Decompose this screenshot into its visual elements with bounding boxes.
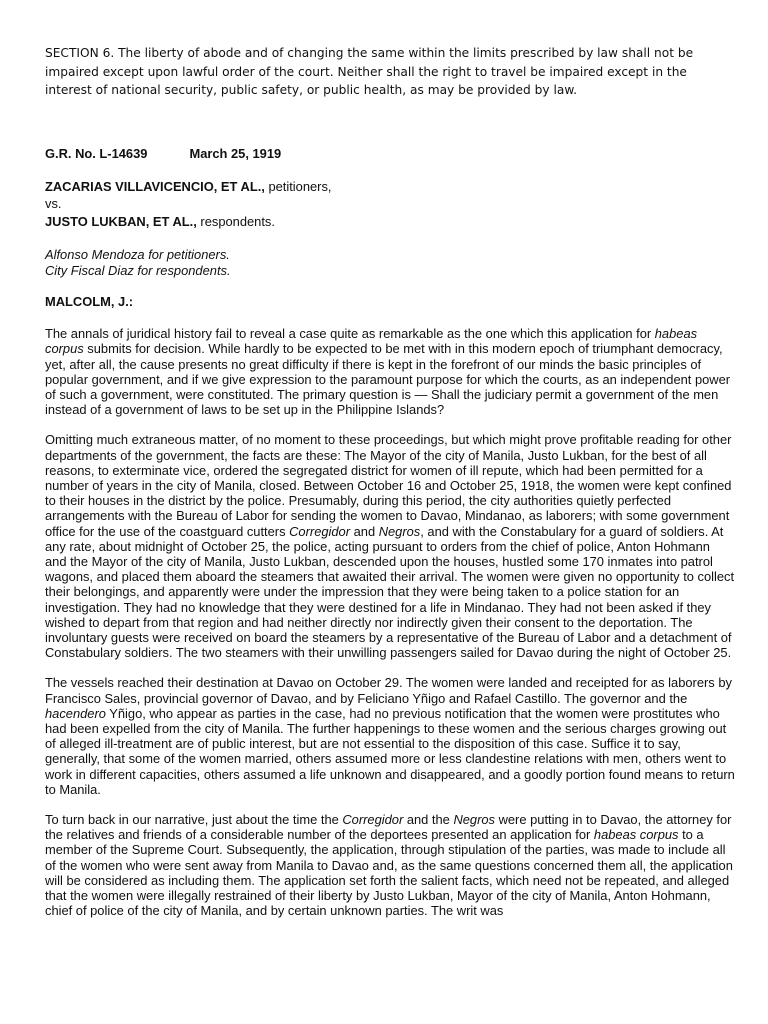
- paragraph-2-text-a: Omitting much extraneous matter, of no moment to these proceedings, but which might prove profitable reading for other departments of the government, the facts are these: The Mayor of the city of Manila, Justo Lukban, for the best of all reasons, to exterminate vice, ordered the segregated district for women of ill repute, which had been permitted for a number of years in the city of Manila, closed. Between October 16 and October 25, 1918, the women were kept confined to their houses in the district by the police. Presumably, during this period, the city authorities quietly perfected arrangements with the Bureau of Labor for sending the women to Davao, Mindanao, as laborers; with some government office for the use of the coastguard cutters: [45, 432, 732, 539]
- petitioners-role: petitioners,: [264, 178, 332, 194]
- paragraph-4-italic-1: Corregidor: [342, 812, 404, 828]
- paragraph-2: [45, 432, 735, 660]
- counsel-respondents: City Fiscal Diaz for respondents.: [45, 262, 231, 278]
- respondents-name: JUSTO LUKBAN, ET AL.,: [45, 213, 197, 229]
- paragraph-4-text-b: and the: [403, 812, 454, 828]
- paragraph-1-text-b: submits for decision. While hardly to be expected to be met with in this modern epoch of triumphant democracy, yet, after all, the cause presents no great difficulty if there is kept in the forefront of our minds the basic principles of popular government, and if we give expression to the paramount purpose for which the courts, as an independent power of such a government, were constituted. The primary question is — Shall the judiciary permit a government of the men instead of a government of laws to be set up in the Philippine Islands?: [45, 341, 731, 418]
- paragraph-4-italic-3: habeas corpus: [593, 827, 679, 843]
- paragraph-1-text-a: The annals of juridical history fail to reveal a case quite as remarkable as the one which this application for: [45, 326, 655, 342]
- respondents-role: respondents.: [196, 213, 275, 229]
- paragraph-4-italic-2: Negros: [453, 812, 495, 828]
- case-header: [45, 146, 735, 161]
- paragraph-4-text-a: To turn back in our narrative, just about the time the: [45, 812, 343, 828]
- paragraph-2-text-c: , and with the Constabulary for a guard of soldiers. At any rate, about midnight of October 25, the police, acting pursuant to orders from the chief of police, Anton Hohmann and the Mayor of the city of Manila, Justo Lukban, descended upon the houses, hustled some 170 inmates into patrol wagons, and placed them aboard the steamers that awaited their arrival. The women were given no opportunity to collect their belongings, and apparently were under the impression that they were being taken to a police station for an investigation. They had no knowledge that they were destined for a life in Mindanao. They had not been asked if they wished to depart from that region and had neither directly nor indirectly given their consent to the deportation. The involuntary guests were received on board the steamers by a representative of the Bureau of Labor and a detachment of Constabulary soldiers. The two steamers with their unwilling passengers sailed for Davao during the night of October 25.: [45, 523, 735, 661]
- case-parties: [45, 178, 735, 231]
- gr-number: G.R. No. L-14639: [45, 145, 148, 161]
- paragraph-2-italic-2: Negros: [378, 523, 421, 539]
- paragraph-4-text-c: were putting in to Davao, the attorney for the relatives and friends of a considerable number of the deportees presented an application for: [45, 812, 732, 843]
- counsel-petitioners: Alfonso Mendoza for petitioners.: [45, 247, 230, 262]
- paragraph-3-italic-1: hacendero: [45, 705, 106, 721]
- document-page: [45, 44, 735, 934]
- section-6-text: SECTION 6. The liberty of abode and of changing the same within the limits prescribed by law shall not be impaired except upon lawful order of the court. Neither shall the right to travel be impaired except in the interest of national security, public safety, or public health, as may be provided by law.: [45, 46, 694, 97]
- paragraph-3: [45, 675, 735, 797]
- paragraph-1-italic-1: habeas corpus: [45, 326, 698, 357]
- paragraph-4: [45, 812, 735, 918]
- ponente: MALCOLM, J.:: [45, 294, 134, 310]
- decision-date: March 25, 1919: [189, 145, 282, 161]
- petitioners-line: [45, 178, 735, 196]
- paragraph-3-text-b: Yñigo, who appear as parties in the case, had no previous notification that the women were prostitutes who had been expelled from the city of Manila. The further happenings to these women and the serious charges growing out of alleged ill-treatment are of public interest, but are not essential to the disposition of this case. Suffice it to say, generally, that some of the women married, others assumed more or less clandestine relations with men, others went to work in different capacities, others assumed a life unknown and disappeared, and a goodly portion found means to return to Manila.: [45, 705, 735, 797]
- paragraph-3-text-a: The vessels reached their destination at Davao on October 29. The women were landed and receipted for as laborers by Francisco Sales, provincial governor of Davao, and by Feliciano Yñigo and Rafael Castillo. The governor and the: [45, 675, 732, 706]
- versus-line: vs.: [45, 196, 62, 211]
- paragraph-4-text-d: to a member of the Supreme Court. Subsequently, the application, through stipulation of the parties, was made to include all of the women who were sent away from Manila to Davao and, as the same questions concerned them all, the application will be considered as including them. The application set forth the salient facts, which need not be repeated, and alleged that the women were illegally restrained of their liberty by Justo Lukban, Mayor of the city of Manila, Anton Hohmann, chief of police of the city of Manila, and by certain unknown parties. The writ was: [45, 827, 733, 919]
- respondents-line: [45, 213, 735, 231]
- paragraph-2-text-b: and: [350, 523, 379, 539]
- petitioners-name: ZACARIAS VILLAVICENCIO, ET AL.,: [45, 178, 265, 194]
- paragraph-1: [45, 326, 735, 417]
- paragraph-2-italic-1: Corregidor: [289, 523, 351, 539]
- counsel-block: [45, 247, 735, 278]
